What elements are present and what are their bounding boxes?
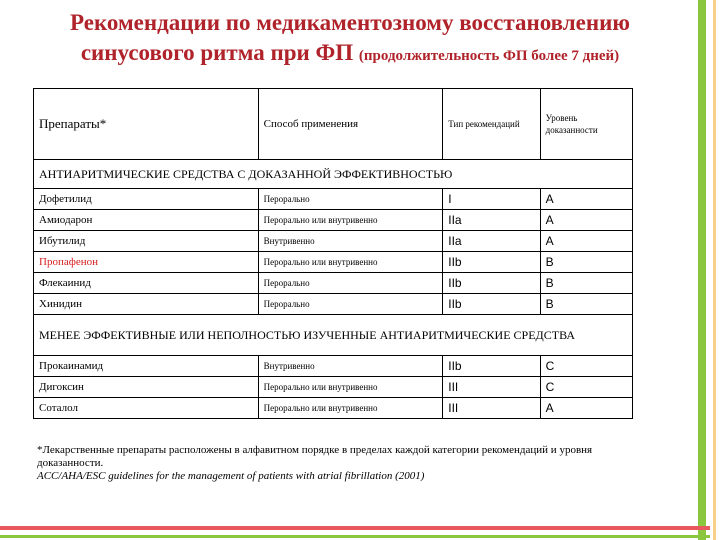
section-title-less-effective: МЕНЕЕ ЭФФЕКТИВНЫЕ ИЛИ НЕПОЛНОСТЬЮ ИЗУЧЕННЫЕ АНТИАРИТМИЧЕСКИЕ СРЕДСТВА (34, 315, 633, 356)
table-row (34, 231, 633, 252)
route: Перорально или внутривенно (258, 210, 443, 231)
evidence-level: A (540, 210, 632, 231)
table-row (34, 377, 633, 398)
drug-name: Соталол (34, 398, 259, 419)
recommendation-class: IIb (443, 356, 540, 377)
header-class: Тип рекомендаций (443, 89, 540, 160)
section-title-proven: АНТИАРИТМИЧЕСКИЕ СРЕДСТВА С ДОКАЗАННОЙ ЭФФЕКТИВНОСТЬЮ (34, 160, 633, 189)
title-subtitle: (продолжительность ФП более 7 дней) (358, 48, 620, 64)
evidence-level: B (540, 273, 632, 294)
recommendations-table (33, 88, 633, 419)
evidence-level: A (540, 398, 632, 419)
recommendation-class: IIa (443, 231, 540, 252)
table-row (34, 189, 633, 210)
header-level: Уровень доказанности (540, 89, 632, 160)
route: Внутривенно (258, 356, 443, 377)
evidence-level: B (540, 252, 632, 273)
page-title (20, 8, 680, 71)
section-row-less-effective (34, 315, 633, 356)
section-row-proven (34, 160, 633, 189)
decorative-stripe-green (698, 0, 706, 540)
drug-name: Прокаинамид (34, 356, 259, 377)
drug-name-highlighted: Пропафенон (34, 252, 259, 273)
drug-name: Хинидин (34, 294, 259, 315)
table-row (34, 356, 633, 377)
recommendation-class: III (443, 398, 540, 419)
route: Перорально или внутривенно (258, 252, 443, 273)
route: Перорально (258, 189, 443, 210)
title-line-2 (20, 38, 680, 71)
route: Перорально или внутривенно (258, 377, 443, 398)
drug-name: Дофетилид (34, 189, 259, 210)
drug-name: Амиодарон (34, 210, 259, 231)
recommendation-class: I (443, 189, 540, 210)
table-row (34, 294, 633, 315)
recommendation-class: III (443, 377, 540, 398)
route: Перорально или внутривенно (258, 398, 443, 419)
table-row (34, 273, 633, 294)
header-drug: Препараты* (34, 89, 259, 160)
decorative-stripe-peach (713, 0, 716, 540)
evidence-level: B (540, 294, 632, 315)
recommendation-class: IIb (443, 252, 540, 273)
evidence-level: C (540, 356, 632, 377)
title-line-2-text: синусового ритма при ФП (80, 40, 354, 65)
recommendation-class: IIb (443, 273, 540, 294)
footnote (37, 444, 657, 483)
recommendation-class: IIb (443, 294, 540, 315)
route: Внутривенно (258, 231, 443, 252)
decorative-stripe-green-bottom (0, 535, 710, 538)
route: Перорально (258, 273, 443, 294)
evidence-level: C (540, 377, 632, 398)
decorative-stripe-pink (0, 526, 710, 530)
drug-name: Дигоксин (34, 377, 259, 398)
table-header-row (34, 89, 633, 160)
route: Перорально (258, 294, 443, 315)
evidence-level: A (540, 231, 632, 252)
recommendation-class: IIa (443, 210, 540, 231)
evidence-level: A (540, 189, 632, 210)
table-row (34, 252, 633, 273)
table-row (34, 210, 633, 231)
drug-name: Ибутилид (34, 231, 259, 252)
header-route: Способ применения (258, 89, 443, 160)
footnote-reference: ACC/AHA/ESC guidelines for the management of patients with atrial fibrillation (2001) (37, 470, 425, 482)
title-line-1: Рекомендации по медикаментозному восстановлению (70, 10, 630, 35)
footnote-note: *Лекарственные препараты расположены в алфавитном порядке в пределах каждой категории рекомендаций и уровня доказанности. (37, 444, 593, 469)
drug-name: Флекаинид (34, 273, 259, 294)
table-row (34, 398, 633, 419)
